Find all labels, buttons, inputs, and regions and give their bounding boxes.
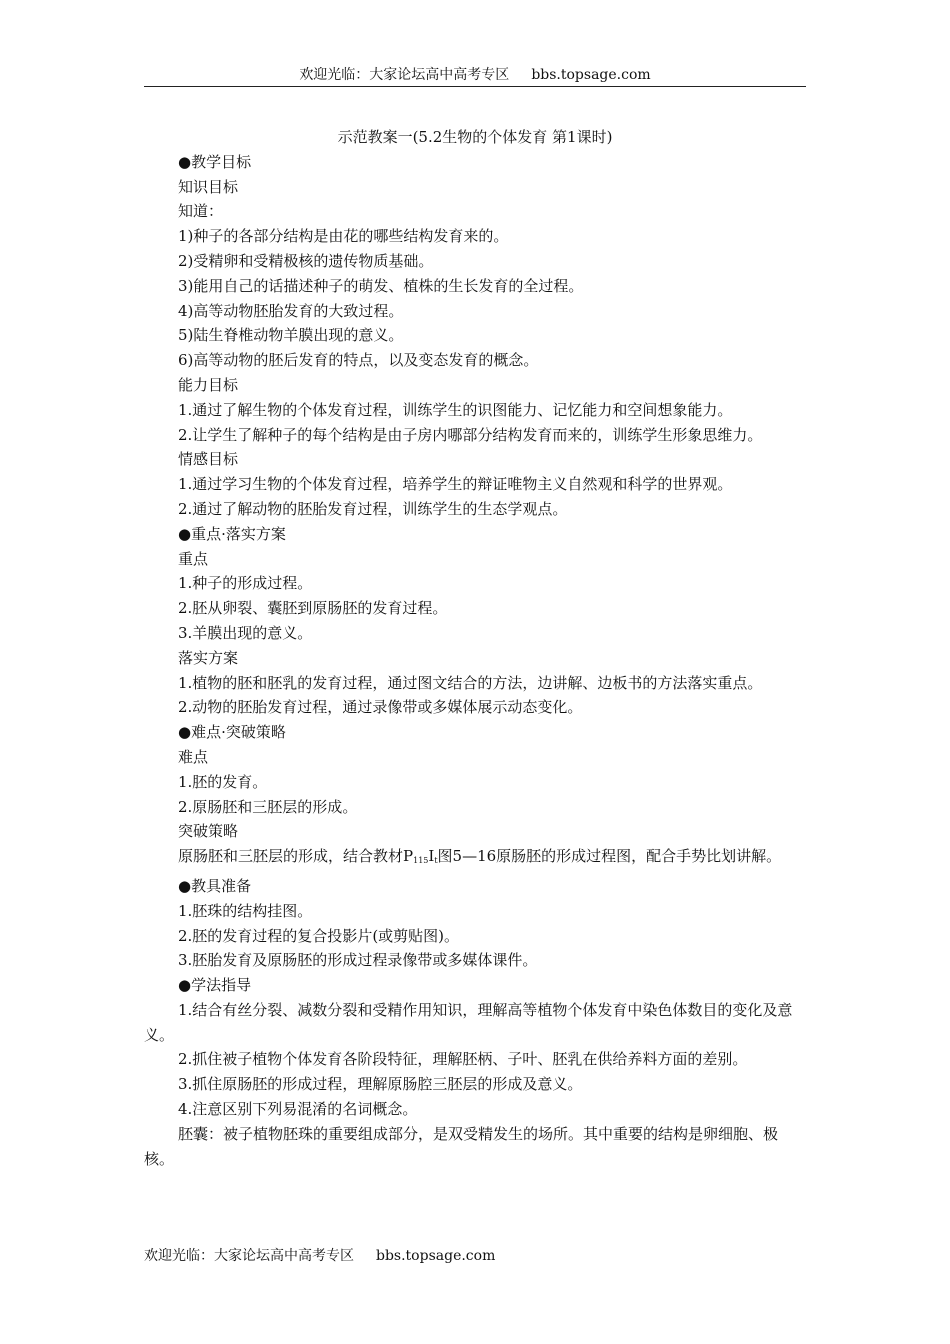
- list-item: 4)高等动物胚胎发育的大致过程。: [178, 301, 404, 320]
- strategy-text-before: 原肠胚和三胚层的形成，结合教材P: [178, 847, 414, 866]
- definition-paragraph: 胚囊：被子植物胚珠的重要组成部分，是双受精发生的场所。其中重要的结构是卵细胞、极核。: [144, 1124, 779, 1168]
- list-item: 2.让学生了解种子的每个结构是由子房内哪部分结构发育而来的，训练学生形象思维力。: [178, 425, 763, 444]
- list-item: 3.抓住原肠胚的形成过程，理解原肠腔三胚层的形成及意义。: [178, 1075, 583, 1094]
- section-heading: ●教学目标: [178, 152, 252, 171]
- page-subscript: 115: [413, 856, 429, 866]
- subheading: 知识目标: [178, 177, 239, 196]
- strategy-glyph: I: [428, 847, 435, 866]
- footer-site-name: 欢迎光临：大家论坛高中高考专区: [144, 1248, 354, 1264]
- page-header: [144, 66, 806, 84]
- list-item: 2.胚从卵裂、囊胚到原肠胚的发育过程。: [178, 599, 448, 618]
- list-item: 1.胚的发育。: [178, 772, 268, 791]
- list-item: 2.胚的发育过程的复合投影片(或剪贴图)。: [178, 926, 460, 945]
- section-heading: ●重点·落实方案: [178, 524, 286, 543]
- section-heading: ●难点·突破策略: [178, 723, 286, 742]
- list-item: 6)高等动物的胚后发育的特点，以及变态发育的概念。: [178, 351, 539, 370]
- list-item: 3.胚胎发育及原肠胚的形成过程录像带或多媒体课件。: [178, 951, 538, 970]
- list-item: 1)种子的各部分结构是由花的哪些结构发育来的。: [178, 227, 509, 246]
- strategy-text-after: 图5—16原肠胚的形成过程图，配合手势比划讲解。: [437, 847, 782, 866]
- list-item: 2.通过了解动物的胚胎发育过程，训练学生的生态学观点。: [178, 499, 568, 518]
- list-item: 2.动物的胚胎发育过程，通过录像带或多媒体展示动态变化。: [178, 698, 583, 717]
- strategy-glyph-subscript: t: [434, 856, 438, 866]
- list-item: 2.抓住被子植物个体发育各阶段特征，理解胚柄、子叶、胚乳在供给养料方面的差别。: [178, 1050, 748, 1069]
- footer-site-url[interactable]: bbs.topsage.com: [376, 1248, 496, 1264]
- header-divider: [144, 86, 806, 87]
- list-item: 2.原肠胚和三胚层的形成。: [178, 797, 358, 816]
- subheading: 能力目标: [178, 375, 239, 394]
- subheading: 突破策略: [178, 822, 239, 841]
- section-heading: ●教具准备: [178, 876, 252, 895]
- list-item: 1.通过了解生物的个体发育过程，训练学生的识图能力、记忆能力和空间想象能力。: [178, 400, 733, 419]
- document-title: 示范教案一(5.2生物的个体发育 第1课时): [337, 128, 613, 146]
- list-item: 2)受精卵和受精极核的遗传物质基础。: [178, 251, 434, 270]
- list-item: 1.种子的形成过程。: [178, 574, 313, 593]
- header-site-url[interactable]: bbs.topsage.com: [531, 67, 651, 83]
- list-item: 1.通过学习生物的个体发育过程，培养学生的辩证唯物主义自然观和科学的世界观。: [178, 475, 733, 494]
- list-item: 1.植物的胚和胚乳的发育过程，通过图文结合的方法，边讲解、边板书的方法落实重点。: [178, 673, 763, 692]
- subheading: 重点: [178, 549, 209, 568]
- subheading: 落实方案: [178, 648, 239, 667]
- list-item: 1.结合有丝分裂、减数分裂和受精作用知识，理解高等植物个体发育中染色体数目的变化及意义。: [144, 1000, 793, 1044]
- list-item: 1.胚珠的结构挂图。: [178, 901, 313, 920]
- section-heading: ●学法指导: [178, 976, 252, 995]
- list-item: 4.注意区别下列易混淆的名词概念。: [178, 1100, 418, 1119]
- subheading: 情感目标: [178, 450, 239, 469]
- subheading: 难点: [178, 747, 209, 766]
- paragraph: 知道：: [178, 202, 224, 221]
- list-item: 3)能用自己的话描述种子的萌发、植株的生长发育的全过程。: [178, 276, 584, 295]
- list-item: 5)陆生脊椎动物羊膜出现的意义。: [178, 326, 404, 345]
- list-item: 3.羊膜出现的意义。: [178, 623, 313, 642]
- document-body: [144, 125, 806, 1171]
- strategy-paragraph: [144, 844, 806, 874]
- page-footer: [144, 1247, 495, 1265]
- header-site-name: 欢迎光临：大家论坛高中高考专区: [299, 67, 510, 83]
